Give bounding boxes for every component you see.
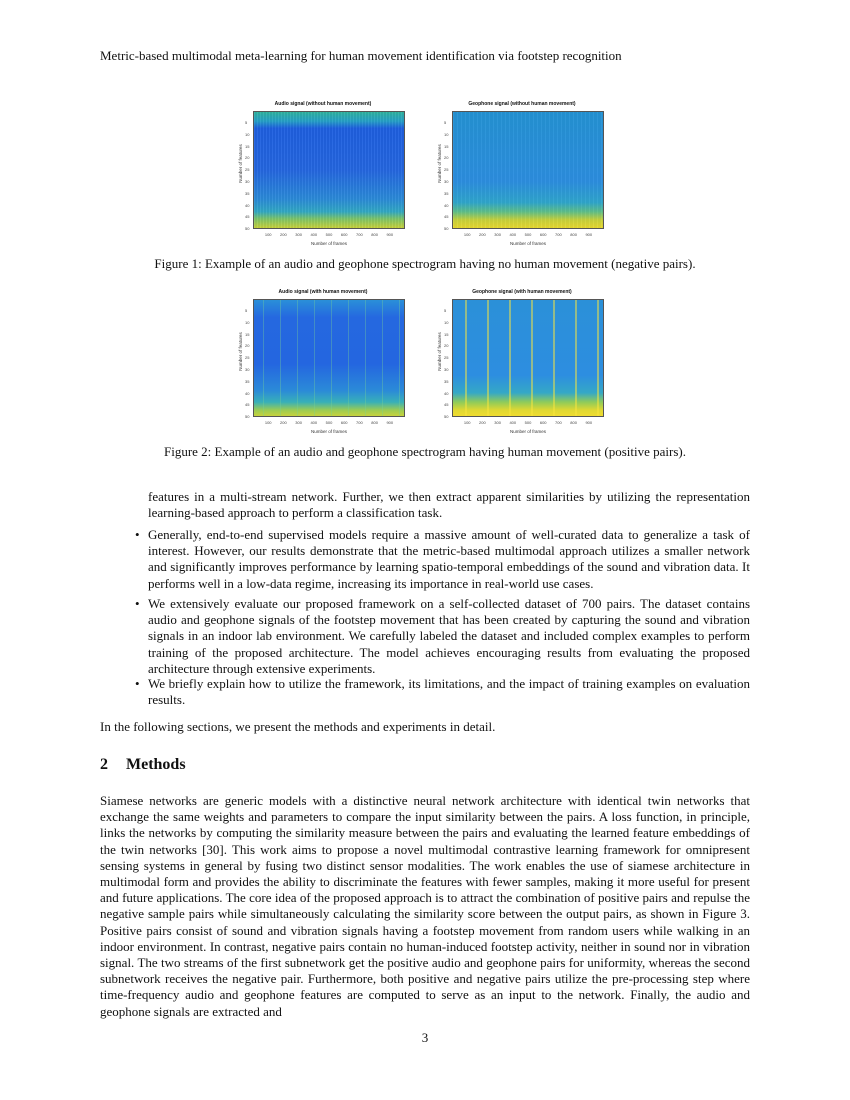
methods-paragraph: Siamese networks are generic models with a distinctive neural network architecture with identical twin networks that exchange the same weights and parameters to compare the input similarity between the pairs. A loss function, in principle, links the networks by computing the similarity measure between the pairs and evaluating the learned feature embeddings of the twin networks [30]. This work aims to propose a novel multimodal contrastive learning framework for omnipresent sensing systems in general by fusing two distinct sensor modalities. The work enables the use of siamese architecture in multimodal form and provides the ability to discriminate the features with fewer samples, making it more useful for present and future applications. The core idea of the proposed approach is to attract the combination of positive pairs and repulse the negative sample pairs while simultaneously calculating the similarity score between the output pairs, as shown in Figure 3. Positive pairs consist of sound and vibration signals having a footstep movement from random users while walking in an indoor environment. In contrast, negative pairs contain no human-induced footstep activity, neither in sound nor in vibration signal. The two streams of the first subnetwork get the positive audio and geophone pairs for uniformity, whereas the second subnetwork receives the negative pair. Furthermore, both positive and negative pairs utilize the pre-processing step where time-frequency audio and geophone features are computed to serve as an input to the network. Finally, the audio and geophone signals are extracted and [100,793,750,1019]
y-tick-label: 50 [245,414,250,420]
y-tick-label: 25 [444,167,449,173]
y-tick-label: 35 [245,378,250,384]
x-tick-label: 700 [555,232,562,237]
y-tick-label: 20 [245,343,250,349]
page-number: 3 [421,1030,429,1045]
x-tick-label: 800 [371,232,378,237]
x-tick-label: 200 [479,420,486,425]
x-axis-label: Number of frames [310,241,347,246]
y-tick-label: 30 [444,178,449,184]
y-tick-label: 20 [444,155,449,161]
x-tick-label: 100 [463,232,471,237]
y-axis-label: Number of features [237,332,243,371]
bullet-item [135,527,750,592]
x-tick-label: 300 [295,232,302,237]
y-tick-label: 25 [245,355,250,361]
x-tick-label: 500 [325,420,333,425]
y-tick-label: 20 [245,155,250,161]
x-tick-label: 900 [585,420,593,425]
x-tick-label: 400 [310,232,318,237]
x-axis-label: Number of frames [509,429,546,434]
panel-title: Audio signal (with human movement) [278,289,368,295]
x-tick-label: 300 [295,420,302,425]
x-tick-label: 300 [494,420,501,425]
x-tick-label: 400 [310,420,318,425]
bullet-icon: • [135,527,140,542]
x-axis-label: Number of frames [310,429,347,434]
y-tick-label: 50 [444,414,449,420]
bullet-icon: • [135,596,140,611]
y-tick-label: 40 [245,202,250,208]
y-tick-label: 15 [444,143,449,149]
y-axis-label: Number of features [237,144,243,183]
section-title: Methods [126,756,186,773]
bullet-text: We extensively evaluate our proposed framework on a self-collected dataset of 700 pairs. The dataset contains audio and geophone signals of the footstep movement that has been created by capturing the sound and vibration signals in an indoor lab environment. We carefully labeled the dataset and included complex examples to perform training of the proposed architecture. The model achieves encouraging results from evaluating the proposed architecture through extensive experiments. [148,596,750,676]
bullet-item [135,676,750,708]
y-tick-label: 40 [245,390,250,396]
y-tick-label: 30 [444,366,449,372]
y-tick-label: 10 [444,319,449,325]
x-tick-label: 500 [325,232,333,237]
x-tick-label: 200 [280,420,287,425]
figure2-audio-spectrogram [237,289,403,439]
y-tick-label: 10 [245,319,250,325]
y-tick-label: 45 [444,214,449,220]
y-tick-label: 35 [245,190,250,196]
y-tick-label: 15 [245,331,250,337]
x-tick-label: 800 [371,420,378,425]
y-tick-label: 15 [444,331,449,337]
y-axis-label: Number of features [436,332,442,371]
bullet-text: Generally, end-to-end supervised models require a massive amount of well-curated data to generalize a task of interest. However, our results demonstrate that the metric-based multimodal approach utilizes a smaller network and significantly improves performance by learning spatio-temporal embeddings of the sound and vibration data. It performs well in a low-data regime, increasing its importance in real-world use cases. [148,527,750,591]
y-tick-label: 10 [444,131,449,137]
figure1-audio-spectrogram [237,101,403,251]
y-tick-label: 15 [245,143,250,149]
x-tick-label: 800 [570,232,577,237]
x-tick-label: 600 [340,232,348,237]
panel-title: Audio signal (without human movement) [274,101,372,107]
x-tick-label: 500 [524,232,532,237]
x-tick-label: 400 [509,420,517,425]
bullet-text: We briefly explain how to utilize the framework, its limitations, and the impact of training examples on evaluation results. [148,676,750,708]
y-tick-label: 40 [444,390,449,396]
y-tick-label: 5 [444,119,447,125]
figure2-geophone-spectrogram [436,289,602,439]
y-tick-label: 30 [245,366,250,372]
y-tick-label: 45 [245,402,250,408]
x-tick-label: 100 [264,232,272,237]
x-tick-label: 600 [340,420,348,425]
x-tick-label: 500 [524,420,532,425]
x-tick-label: 700 [555,420,562,425]
y-tick-label: 30 [245,178,250,184]
y-tick-label: 5 [444,307,447,313]
section-heading [100,756,186,774]
x-tick-label: 600 [539,232,547,237]
x-axis-label: Number of frames [509,241,546,246]
y-tick-label: 45 [245,214,250,220]
x-tick-label: 200 [479,232,486,237]
spectrogram-plot [253,111,405,229]
y-tick-label: 50 [245,226,250,232]
y-tick-label: 35 [444,378,449,384]
y-tick-label: 5 [245,119,248,125]
running-header: Metric-based multimodal meta-learning for human movement identification via footstep recognition [100,48,622,63]
y-tick-label: 10 [245,131,250,137]
x-tick-label: 400 [509,232,517,237]
figure1-caption: Figure 1: Example of an audio and geophone spectrogram having no human movement (negative pairs). [154,256,696,271]
y-tick-label: 25 [444,355,449,361]
y-tick-label: 45 [444,402,449,408]
x-tick-label: 900 [585,232,593,237]
spectrogram-plot [253,299,405,417]
y-tick-label: 50 [444,226,449,232]
figure1-geophone-spectrogram [436,101,602,251]
y-tick-label: 25 [245,167,250,173]
x-tick-label: 700 [356,420,363,425]
y-tick-label: 35 [444,190,449,196]
bullet-item [135,596,750,677]
y-tick-label: 20 [444,343,449,349]
bullet-icon: • [135,676,140,691]
y-axis-label: Number of features [436,144,442,183]
x-tick-label: 100 [264,420,272,425]
panel-title: Geophone signal (with human movement) [472,289,572,295]
x-tick-label: 200 [280,232,287,237]
y-tick-label: 5 [245,307,248,313]
x-tick-label: 800 [570,420,577,425]
following-paragraph: In the following sections, we present the methods and experiments in detail. [100,719,496,734]
continuation-paragraph: features in a multi-stream network. Further, we then extract apparent similarities by utilizing the representation learning-based approach to perform a classification task. [148,489,750,521]
figure2-caption: Figure 2: Example of an audio and geophone spectrogram having human movement (positive pairs). [163,444,687,459]
x-tick-label: 700 [356,232,363,237]
x-tick-label: 300 [494,232,501,237]
x-tick-label: 600 [539,420,547,425]
section-number: 2 [100,756,108,773]
y-tick-label: 40 [444,202,449,208]
x-tick-label: 900 [386,232,394,237]
spectrogram-plot [452,111,604,229]
panel-title: Geophone signal (without human movement) [468,101,576,107]
x-tick-label: 900 [386,420,394,425]
spectrogram-plot [452,299,604,417]
x-tick-label: 100 [463,420,471,425]
